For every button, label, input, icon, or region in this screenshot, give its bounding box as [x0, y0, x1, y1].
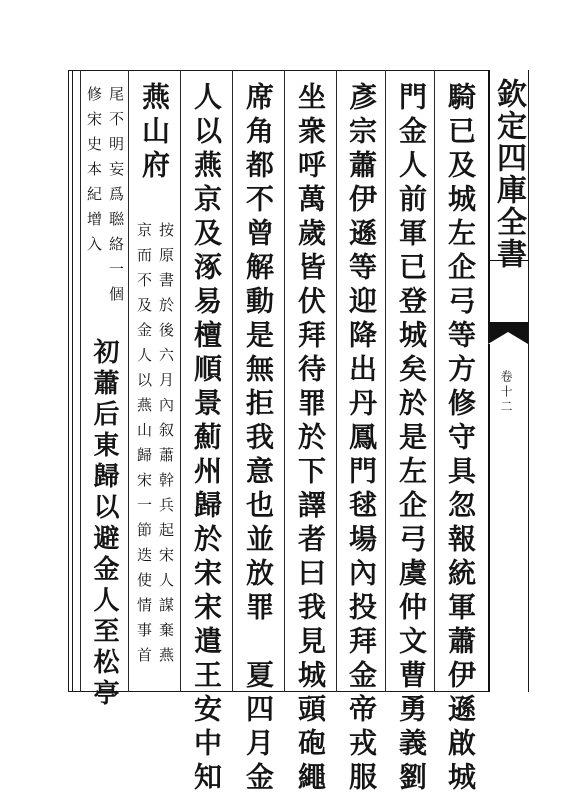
- column-divider: [128, 70, 129, 692]
- column-text: 初蕭后東歸以避金人至松亭: [89, 338, 119, 710]
- fishtail-mark: [488, 322, 528, 344]
- text-column-4: [288, 82, 332, 796]
- annotation-line: 按原書於後六月內叙蕭幹兵起宋人謀棄燕: [157, 222, 175, 672]
- page-margin: [488, 70, 529, 692]
- text-column-2: [389, 82, 433, 796]
- book-title: 欽定四庫全書: [491, 78, 526, 270]
- text-column-5: [236, 82, 280, 796]
- column-divider: [385, 70, 386, 692]
- annotation-line: 京而不及金人以燕山歸宋一節迭使情事首: [135, 222, 153, 672]
- inner-border-line: [72, 71, 73, 691]
- annotation-block: [134, 222, 176, 672]
- column-divider: [232, 70, 233, 692]
- column-divider: [80, 70, 81, 692]
- column-divider: [180, 70, 181, 692]
- annotation-block: [84, 86, 126, 311]
- column-text: 門金人前軍已登城矣於是左企弓虞仲文曹勇義劉: [395, 82, 428, 796]
- column-text: 騎已及城左企弓等方修守具忽報統軍蕭伊遜啟城: [444, 82, 477, 796]
- column-text: 彥宗蕭伊遜等迎降出丹鳳門毬場內投拜金帝戎服: [345, 82, 378, 796]
- text-column-9: [82, 338, 126, 710]
- column-text: 人以燕京及涿易檀順景薊州歸於宋宋遣王安中知: [190, 82, 223, 796]
- column-text: 燕山府: [138, 82, 171, 184]
- annotation-line: 修宋史本紀增入: [85, 86, 103, 261]
- text-column-7: [132, 82, 176, 184]
- text-column-6: [184, 82, 228, 796]
- column-divider: [434, 70, 435, 692]
- column-text: 席角都不曾解動是無拒我意也並放罪 夏四月金: [242, 82, 275, 796]
- text-column-1: [438, 82, 482, 796]
- annotation-line: 尾不明妄爲聮絡一個: [107, 86, 125, 311]
- margin-title-box: [488, 70, 528, 270]
- text-column-3: [339, 82, 383, 796]
- volume-label: 卷十二: [499, 370, 513, 415]
- column-text: 坐衆呼萬歲皆伏拜待罪於下譯者曰我見城頭砲繩: [294, 82, 327, 796]
- column-divider: [336, 70, 337, 692]
- column-divider: [284, 70, 285, 692]
